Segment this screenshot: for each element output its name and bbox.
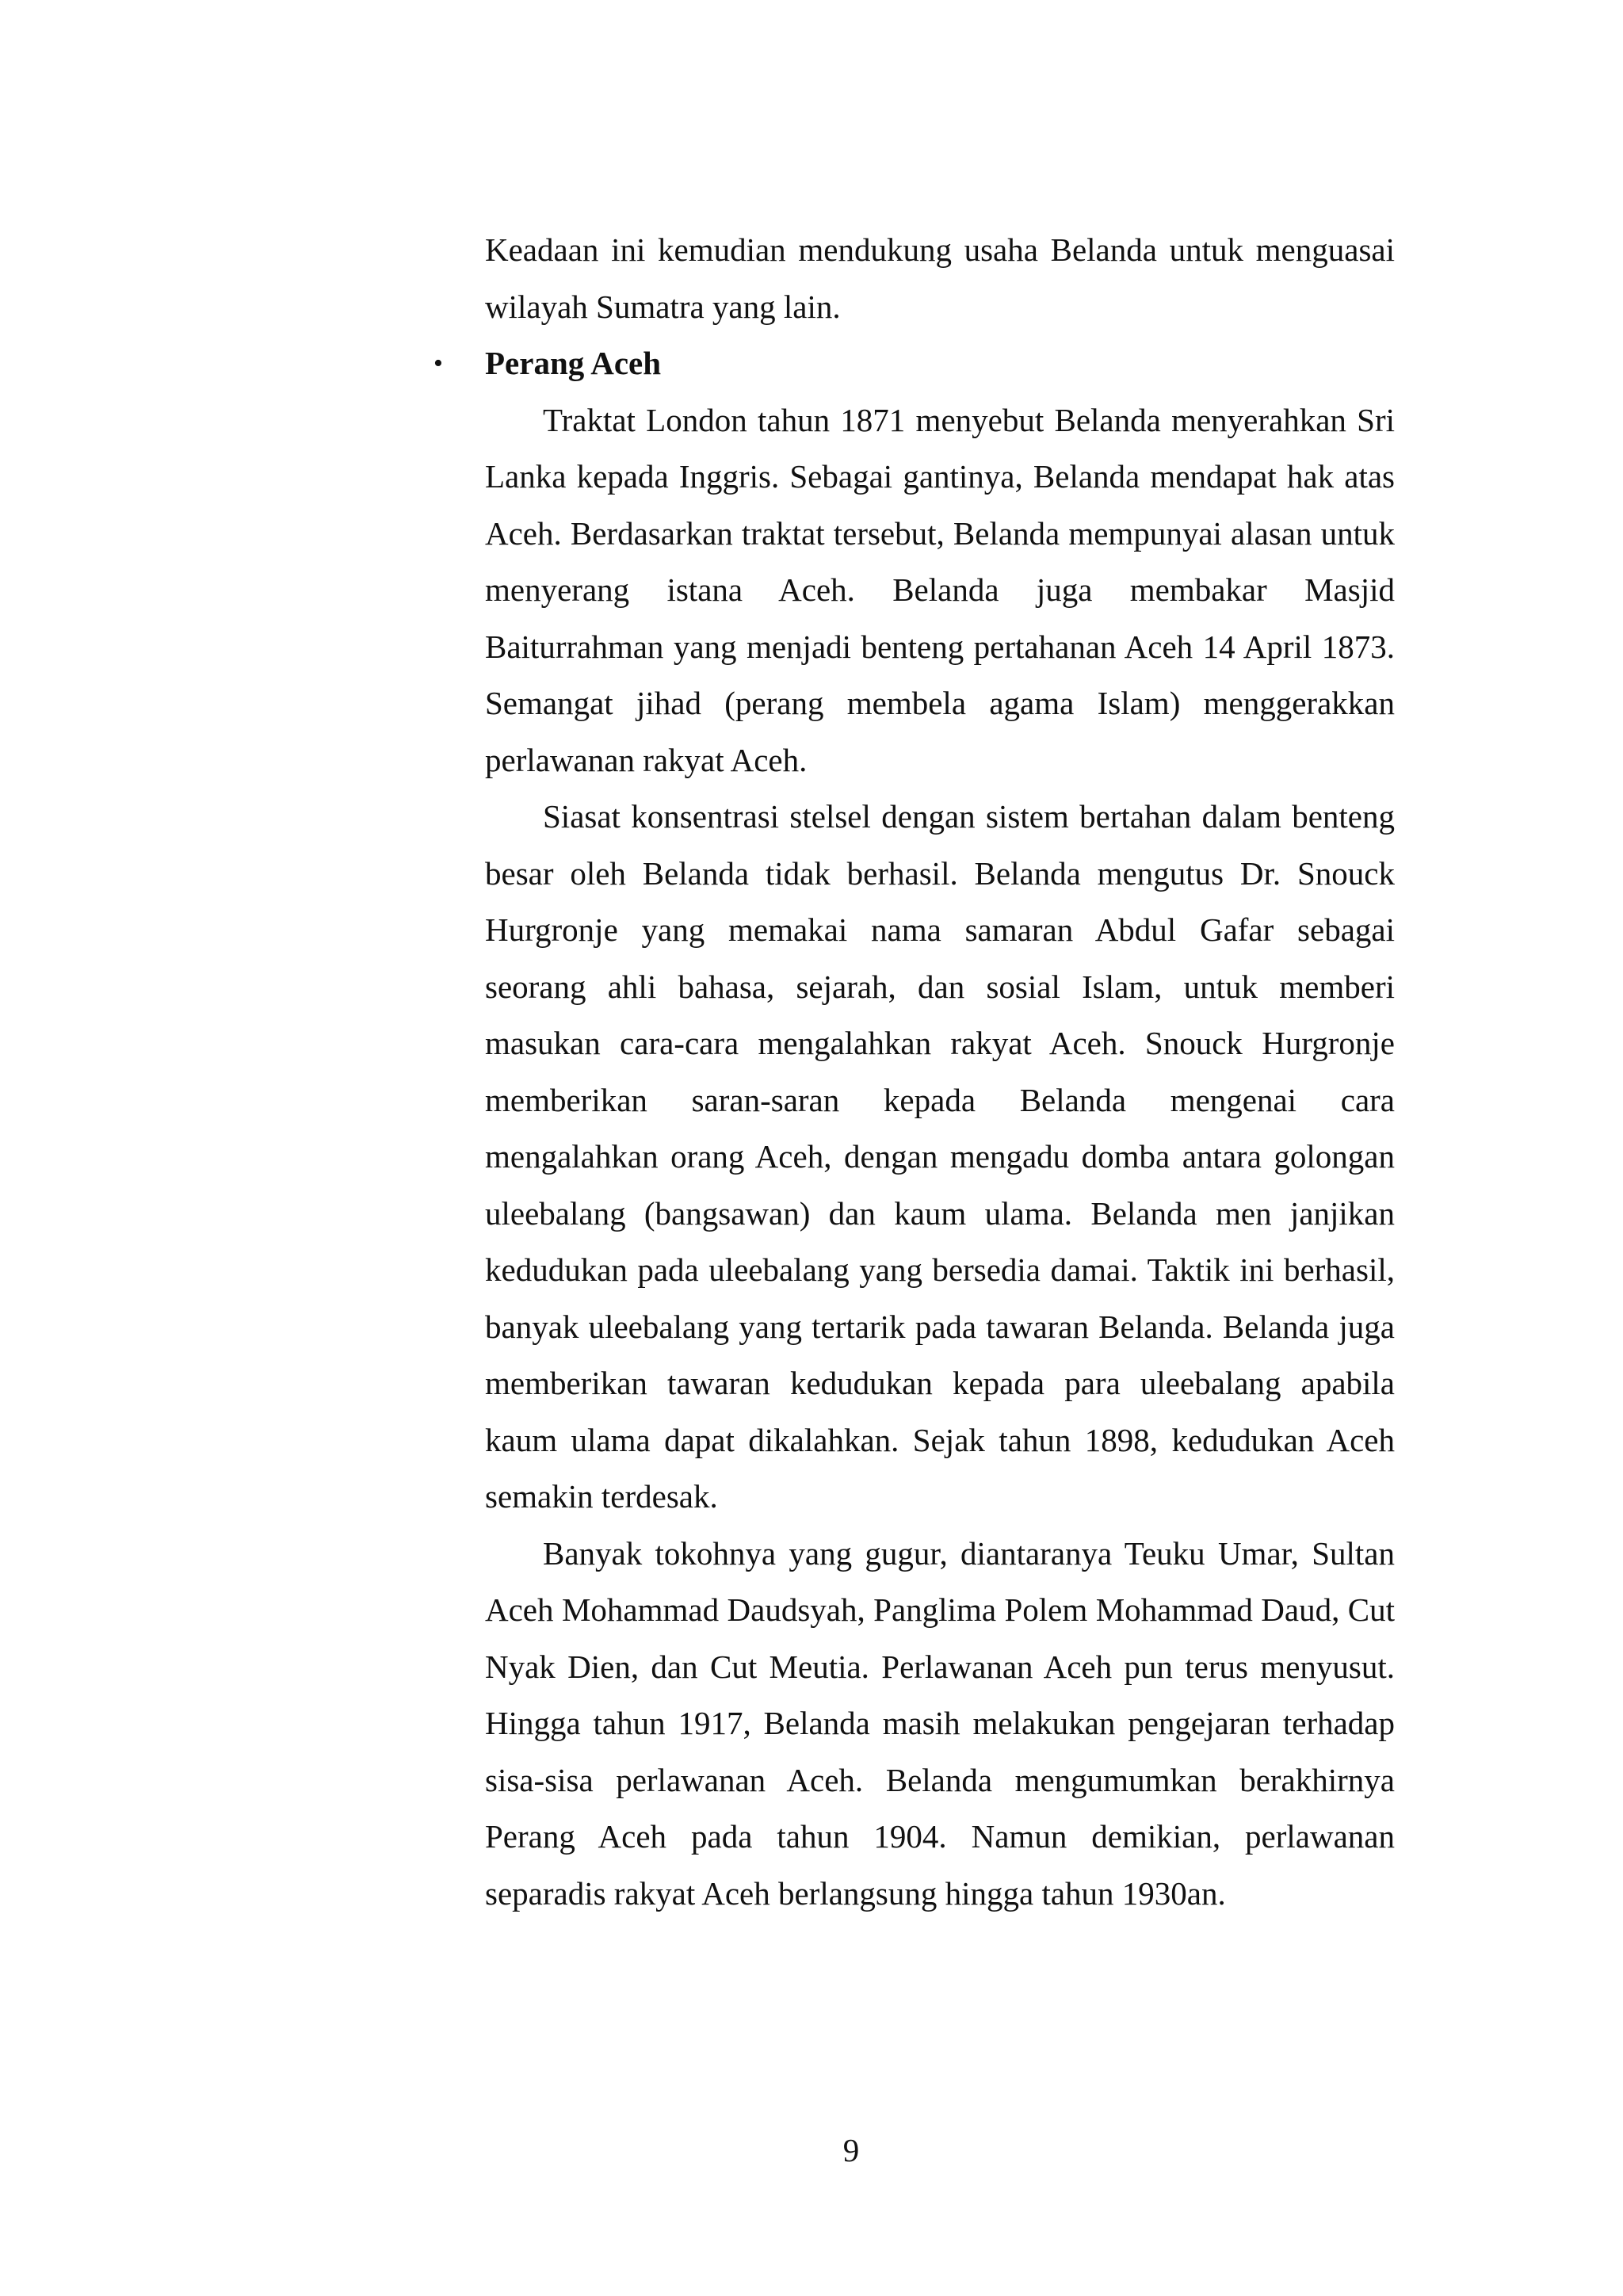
page-number: 9 <box>842 2132 860 2168</box>
section-paragraph-1: Traktat London tahun 1871 menyebut Belanda menyerahkan Sri Lanka kepada Inggris. Sebagai gantinya, Belanda mendapat hak atas Aceh. Berdasarkan traktat tersebut, Belanda mempunyai alasan untuk menyerang istana Aceh. Belanda juga membakar Masjid Baiturrahman yang menjadi benteng pertahanan Aceh 14 April 1873. Semangat jihad (perang membela agama Islam) menggerakkan perlawanan rakyat Aceh. <box>485 401 1395 778</box>
page-content <box>433 222 1395 1922</box>
section-heading: Perang Aceh <box>485 345 662 381</box>
intro-paragraph: Keadaan ini kemudian mendukung usaha Belanda untuk menguasai wilayah Sumatra yang lain. <box>485 231 1395 325</box>
bullet-icon: • <box>433 349 443 378</box>
section-paragraph-2: Siasat konsentrasi stelsel dengan sistem bertahan dalam benteng besar oleh Belanda tidak berhasil. Belanda mengutus Dr. Snouck Hurgronje yang memakai nama samaran Abdul Gafar sebagai seorang ahli bahasa, sejarah, dan sosial Islam, untuk memberi masukan cara-cara mengalahkan rakyat Aceh. Snouck Hurgronje memberikan saran-saran kepada Belanda mengenai cara mengalahkan orang Aceh, dengan mengadu domba antara golongan uleebalang (bangsawan) dan kaum ulama. Belanda men janjikan kedudukan pada uleebalang yang bersedia damai. Taktik ini berhasil, banyak uleebalang yang tertarik pada tawaran Belanda. Belanda juga memberikan tawaran kedudukan kepada para uleebalang apabila kaum ulama dapat dikalahkan. Sejak tahun 1898, kedudukan Aceh semakin terdesak. <box>485 798 1395 1515</box>
section-perang-aceh <box>433 335 1395 1922</box>
section-paragraph-3: Banyak tokohnya yang gugur, diantaranya Teuku Umar, Sultan Aceh Mohammad Daudsyah, Panglima Polem Mohammad Daud, Cut Nyak Dien, dan Cut Meutia. Perlawanan Aceh pun terus menyusut. Hingga tahun 1917, Belanda masih melakukan pengejaran terhadap sisa-sisa perlawanan Aceh. Belanda mengumumkan berakhirnya Perang Aceh pada tahun 1904. Namun demikian, perlawanan separadis rakyat Aceh berlangsung hingga tahun 1930an. <box>485 1534 1395 1912</box>
